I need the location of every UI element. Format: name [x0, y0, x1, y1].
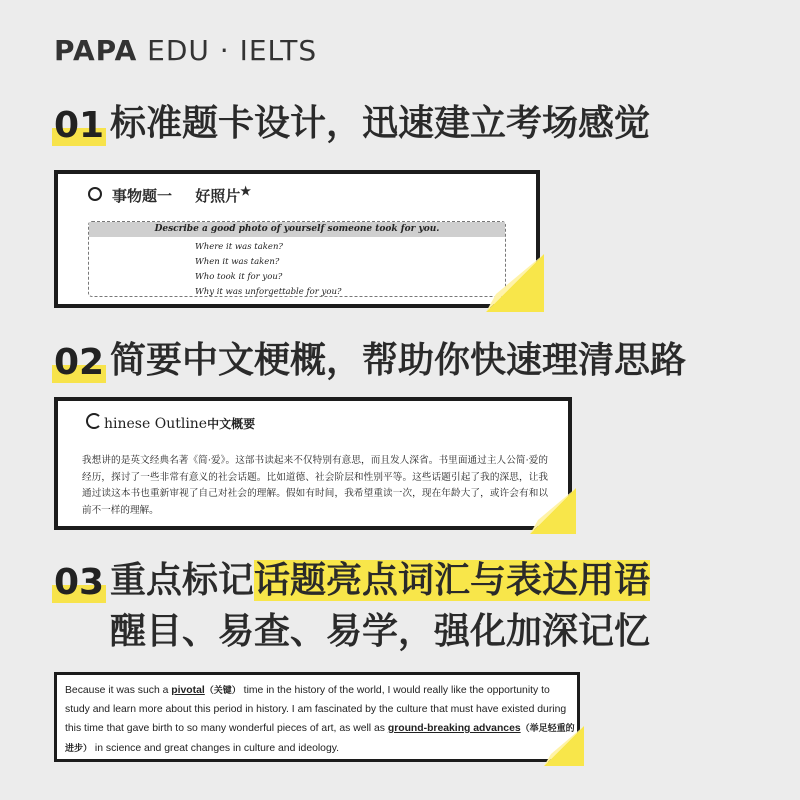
section-1-number: 01	[54, 105, 105, 146]
section-3-title-plain: 重点标记	[110, 560, 255, 601]
prompt-box	[88, 221, 506, 297]
section-2-title: 简要中文梗概，帮助你快速理清思路	[110, 340, 687, 381]
question-card	[54, 170, 540, 308]
card-topic: 好照片	[195, 187, 241, 205]
topic-icon	[88, 187, 102, 201]
outline-card	[54, 397, 572, 530]
section-3-subtitle: 醒目、易查、易学，强化加深记忆	[110, 611, 651, 652]
passage-text: Because it was such a	[65, 685, 172, 696]
highlight-term: ground-breaking advances	[387, 723, 521, 734]
outline-body: 我想讲的是英文经典名著《简·爱》。这部书读起来不仅特别有意思，而且发人深省。书里面通过主人公简·爱的经历，探讨了一些非常有意义的社会话题。比如道德、社会阶层和性别平等。这些话题引起了我的深思，让我通过读这本书也重新审视了自己对社会的理解。假如有时间，我希望重读一次，现在年龄大了，或许会有和以前不一样的理解。	[82, 455, 548, 516]
section-3-number: 03	[54, 562, 105, 603]
card-category: 事物题一	[112, 187, 173, 205]
page-fold-icon	[544, 726, 584, 766]
section-3-title-highlight: 话题亮点词汇与表达用语	[254, 560, 651, 601]
c-logo-icon	[86, 413, 102, 429]
page-fold-icon	[486, 254, 544, 312]
outline-heading-en: hinese Outline	[104, 416, 208, 432]
section-2-number: 02	[54, 342, 105, 383]
page-fold-icon	[530, 488, 576, 534]
section-3-title	[110, 561, 650, 601]
highlight-term: pivotal	[171, 685, 205, 696]
question-2: When it was taken?	[195, 257, 280, 267]
passage-text: in science and great changes in culture and ideology.	[92, 742, 340, 754]
outline-heading	[104, 415, 255, 432]
passage-text: time in the history of the world, I would really like the opportunity to study and learn more about this period in history. I am fascinated by the culture that must have existed during this time that gave birth to so many wonderful pieces of art, as well as	[65, 685, 567, 734]
prompt-text: Describe a good photo of yourself someone took for you.	[89, 222, 505, 237]
section-1-title: 标准题卡设计，迅速建立考场感觉	[110, 103, 651, 144]
vocab-passage	[65, 681, 575, 758]
term-gloss: （关键）	[204, 685, 241, 695]
term-gloss: （举足轻重的进步）	[65, 723, 575, 753]
outline-heading-zh: 中文概要	[207, 417, 256, 431]
question-4: Why it was unforgettable for you?	[195, 287, 342, 297]
brand-logo	[54, 34, 317, 67]
star-icon: ★	[240, 184, 252, 198]
vocab-card	[54, 672, 580, 762]
brand-name: PAPA	[54, 34, 138, 67]
question-1: Where it was taken?	[195, 242, 283, 252]
question-3: Who took it for you?	[195, 272, 283, 282]
card-heading	[112, 184, 251, 206]
brand-subtitle: EDU · IELTS	[137, 34, 318, 67]
